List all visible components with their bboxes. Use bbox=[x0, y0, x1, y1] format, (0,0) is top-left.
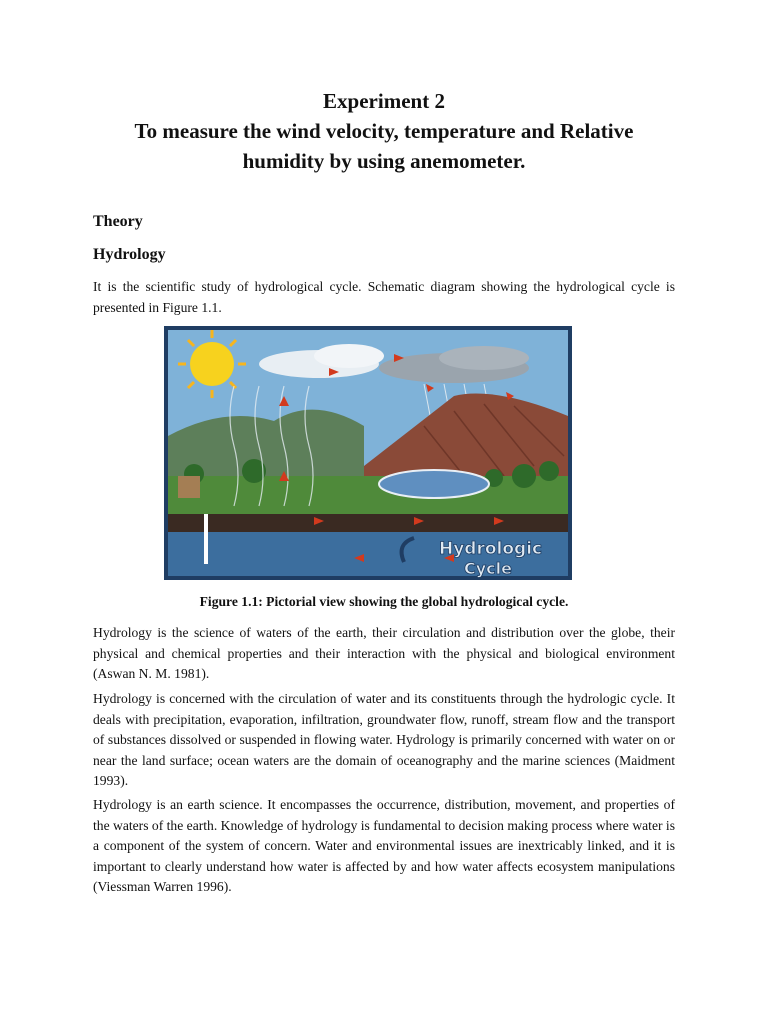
paragraph-2: Hydrology is concerned with the circulation of water and its constituents through the hydrologic cycle. It deals with precipitation, evaporation, infiltration, groundwater flow, runoff, stream flow and the transport of substances dissolved or suspended in flowing water. Hydrology is primarily concerned with water on or near the land surface; ocean waters are the domain of oceanography and the marine sciences (Maidment 1993). bbox=[93, 691, 675, 788]
title-line-1: Experiment 2 bbox=[323, 89, 445, 113]
land bbox=[168, 476, 568, 514]
document-title bbox=[60, 86, 708, 176]
paragraph-3: Hydrology is an earth science. It encompasses the occurrence, distribution, movement, and properties of the waters of the earth. Knowledge of hydrology is fundamental to decision making process where water is a component of the system of concern. Water and environmental issues are inextricably linked, and it is important to clearly understand how water is affected by and how water affects ecosystem manipulations (Viessman Warren 1996). bbox=[93, 797, 675, 894]
paragraph-1: Hydrology is the science of waters of the earth, their circulation and distribution over the globe, their physical and chemical properties and their interaction with the physical and biological environment (Aswan N. M. 1981). bbox=[93, 625, 675, 681]
soil-layer bbox=[168, 514, 568, 532]
figure-caption: Figure 1.1: Pictorial view showing the global hydrological cycle. bbox=[199, 594, 569, 609]
hydrologic-cycle-figure bbox=[164, 326, 572, 580]
badge-title: Hydrologic bbox=[439, 539, 543, 559]
title-line-2: To measure the wind velocity, temperature and Relative bbox=[134, 119, 634, 143]
well-icon bbox=[204, 514, 208, 564]
badge-subtitle: Cycle bbox=[464, 559, 512, 578]
subsection-heading-hydrology: Hydrology bbox=[93, 246, 166, 263]
house-icon bbox=[178, 476, 200, 498]
lake bbox=[379, 470, 489, 498]
intro-paragraph: It is the scientific study of hydrological cycle. Schematic diagram showing the hydrological cycle is presented in Figure 1.1. bbox=[93, 279, 675, 315]
section-heading-theory: Theory bbox=[93, 213, 143, 230]
title-line-3: humidity by using anemometer. bbox=[242, 149, 526, 173]
